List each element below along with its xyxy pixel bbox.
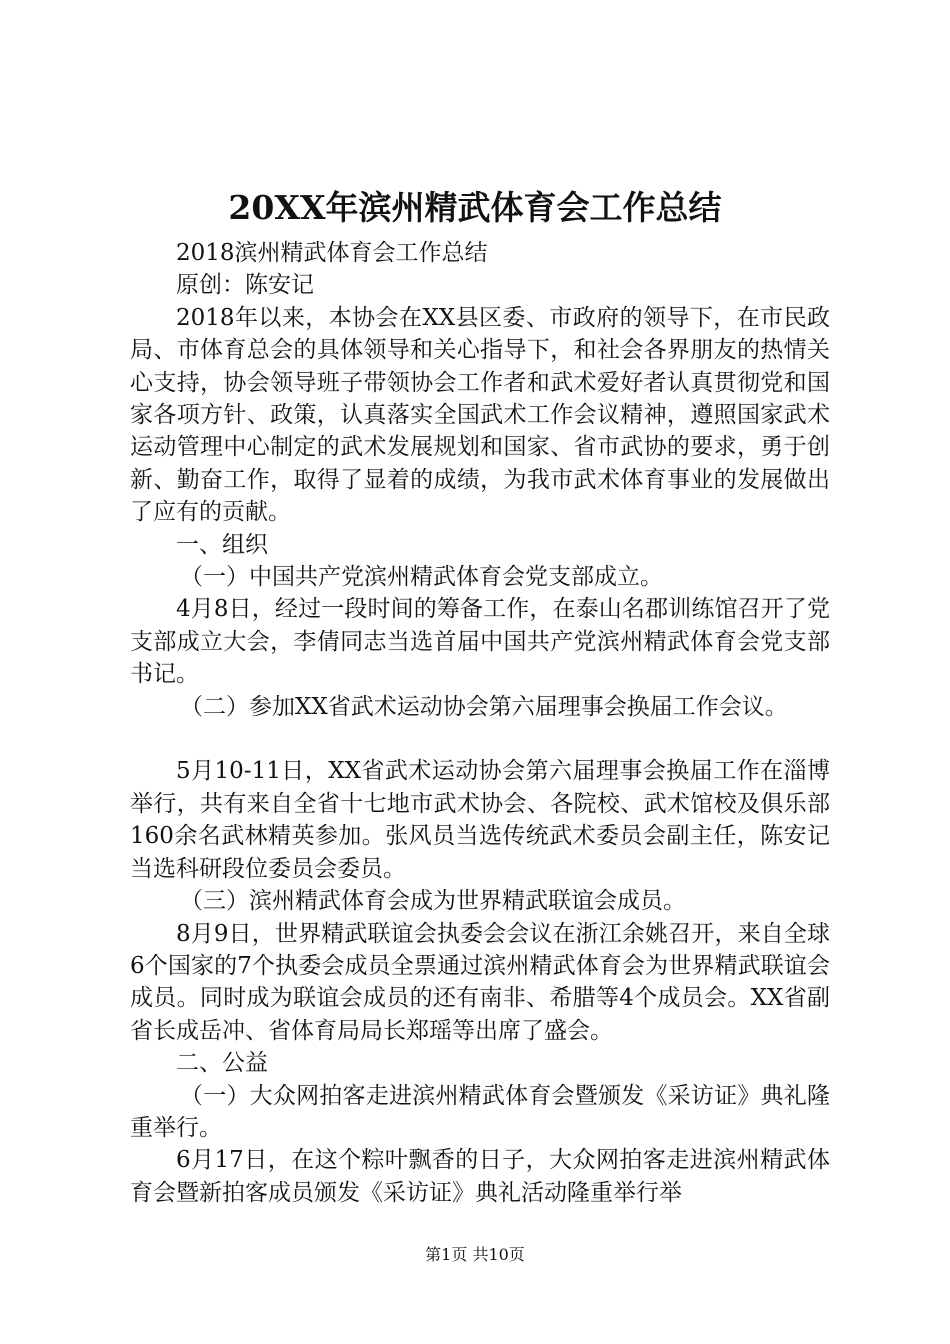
provincial-meeting-paragraph: 5月10-11日，XX省武术运动协会第六届理事会换届工作在淄博举行，共有来自全省十七地市武术协会、各院校、武术馆校及俱乐部160余名武林精英参加。张风员当选传统武术委员会副主任，陈安记当选科研段位委员会委员。: [130, 758, 830, 882]
subsection-heading-press-ceremony: （一）大众网拍客走进滨州精武体育会暨颁发《采访证》典礼隆重举行。: [130, 1082, 830, 1141]
press-ceremony-paragraph: 6月17日，在这个粽叶飘香的日子，大众网拍客走进滨州精武体育会暨新拍客成员颁发《采访证》典礼活动隆重举行举: [130, 1147, 830, 1206]
subtitle-paragraph: 2018滨州精武体育会工作总结: [176, 240, 488, 266]
subsection-heading-provincial-meeting: （二）参加XX省武术运动协会第六届理事会换届工作会议。: [180, 693, 788, 720]
world-federation-paragraph: 8月9日，世界精武联谊会执委会会议在浙江余姚召开，来自全球6个国家的7个执委会成员全票通过滨州精武体育会为世界精武联谊会成员。同时成为联谊会成员的还有南非、希腊等4个成员会。XX省副省长成岳冲、省体育局局长郑瑶等出席了盛会。: [130, 920, 830, 1044]
subsection-heading-world-federation: （三）滨州精武体育会成为世界精武联谊会成员。: [180, 888, 686, 915]
intro-paragraph: 2018年以来，本协会在XX县区委、市政府的领导下，在市民政局、市体育总会的具体领导和关心指导下，和社会各界朋友的热情关心支持，协会领导班子带领协会工作者和武术爱好者认真贯彻党和国家各项方针、政策，认真落实全国武术工作会议精神，遵照国家武术运动管理中心制定的武术发展规划和国家、省市武协的要求，勇于创新、勤奋工作，取得了显着的成绩，为我市武术体育事业的发展做出了应有的贡献。: [130, 304, 830, 526]
section-heading-organization: 一、组织: [176, 531, 268, 558]
page-title: 20XX年滨州精武体育会工作总结: [228, 188, 722, 227]
author-paragraph: 原创：陈安记: [176, 272, 314, 299]
blank-line: [130, 723, 830, 755]
page-footer: 第1页 共10页: [425, 1245, 525, 1264]
party-branch-paragraph: 4月8日，经过一段时间的筹备工作，在泰山名郡训练馆召开了党支部成立大会，李倩同志当选首届中国共产党滨州精武体育会党支部书记。: [130, 596, 830, 688]
subsection-heading-party-branch: （一）中国共产党滨州精武体育会党支部成立。: [180, 564, 663, 591]
section-heading-public-welfare: 二、公益: [176, 1050, 268, 1077]
document-body: [130, 237, 830, 1209]
